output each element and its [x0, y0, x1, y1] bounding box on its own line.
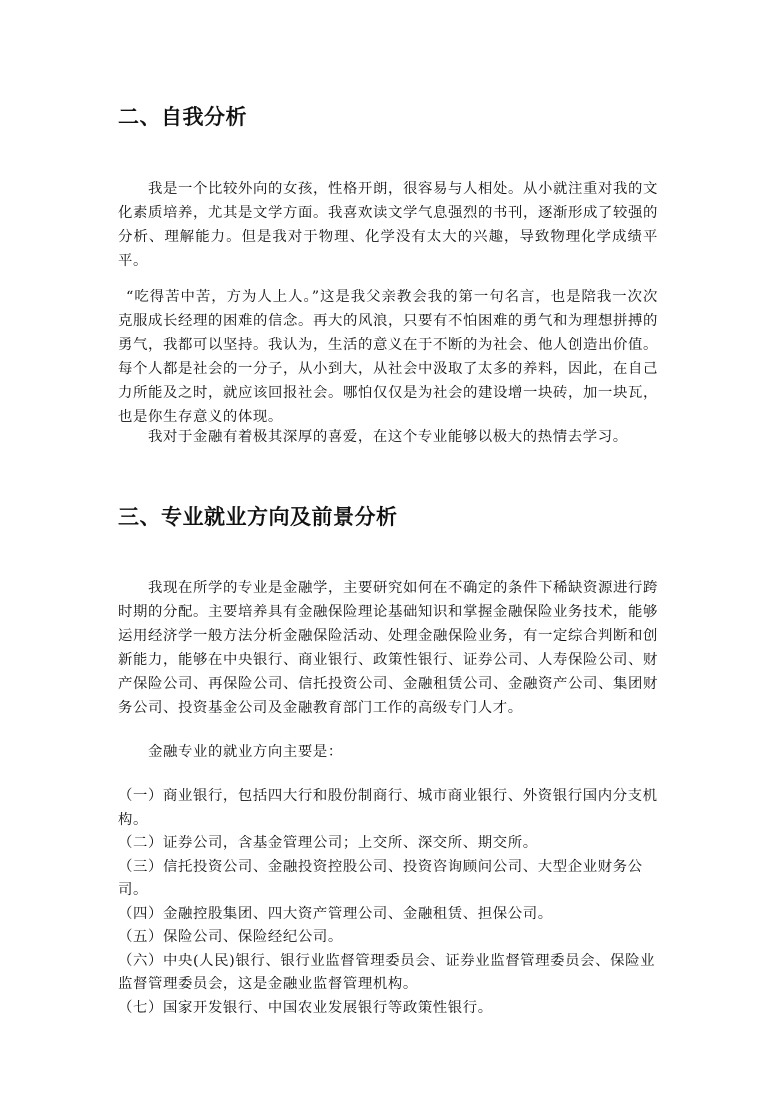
list-item: （二）证券公司，含基金管理公司；上交所、深交所、期交所。 — [118, 835, 538, 851]
paragraph-finance-interest: 我对于金融有着极其深厚的喜爱，在这个专业能够以极大的热情去学习。 — [148, 429, 628, 445]
paragraph-major-intro: 我现在所学的专业是金融学，主要研究如何在不确定的条件下稀缺资源进行跨时期的分配。主要培养具有金融保险理论基础知识和掌握金融保险业务技术，能够运用经济学一般方法分析金融保险活动、处理金融保险业务，有一定综合判断和创新能力，能够在中央银行、商业银行、政策性银行、证券公司、人寿保险公司、财产保险公司、再保险公司、信托投资公司、金融租赁公司、金融资产公司、集团财务公司、投资基金公司及金融教育部门工作的高级专门人才。 — [118, 580, 658, 716]
list-item: （七）国家开发银行、中国农业发展银行等政策性银行。 — [118, 999, 493, 1016]
paragraph-motto: “吃得苦中苦，方为人上人。”这是我父亲教会我的第一句名言，也是陪我一次次克服成长经理的困难的信念。再大的风浪，只要有不怕困难的勇气和为理想拼搏的勇气，我都可以坚持。我认为，生活的意义在于不断的为社会、他人创造出价值。每个人都是社会的一分子，从小到大，从社会中汲取了太多的养料，因此，在自己力所能及之时，就应该回报社会。哪怕仅仅是为社会的建设增一块砖，加一块瓦，也是你生存意义的体现。 — [118, 289, 658, 425]
list-item: （三）信托投资公司、金融投资控股公司、投资咨询顾问公司、大型企业财务公司。 — [118, 858, 643, 898]
section-heading-career-outlook: 三、专业就业方向及前景分析 — [118, 505, 398, 529]
list-item: （四）金融控股集团、四大资产管理公司、金融租赁、担保公司。 — [118, 905, 553, 922]
list-item: （六）中央(人民)银行、银行业监督管理委员会、证券业监督管理委员会、保险业监督管理委员会，这是金融业监督管理机构。 — [118, 952, 656, 992]
paragraph-career-lead: 金融专业的就业方向主要是： — [148, 744, 343, 760]
section-heading-self-analysis: 二、自我分析 — [118, 105, 247, 129]
career-direction-list — [118, 785, 658, 1020]
list-item: （五）保险公司、保险经纪公司。 — [118, 929, 343, 945]
list-item: （一）商业银行，包括四大行和股份制商行、城市商业银行、外资银行国内分支机构。 — [118, 788, 658, 828]
paragraph-personality: 我是一个比较外向的女孩，性格开朗，很容易与人相处。从小就注重对我的文化素质培养，尤其是文学方面。我喜欢读文学气息强烈的书刊，逐渐形成了较强的分析、理解能力。但是我对于物理、化学没有太大的兴趣，导致物理化学成绩平平。 — [118, 181, 658, 269]
